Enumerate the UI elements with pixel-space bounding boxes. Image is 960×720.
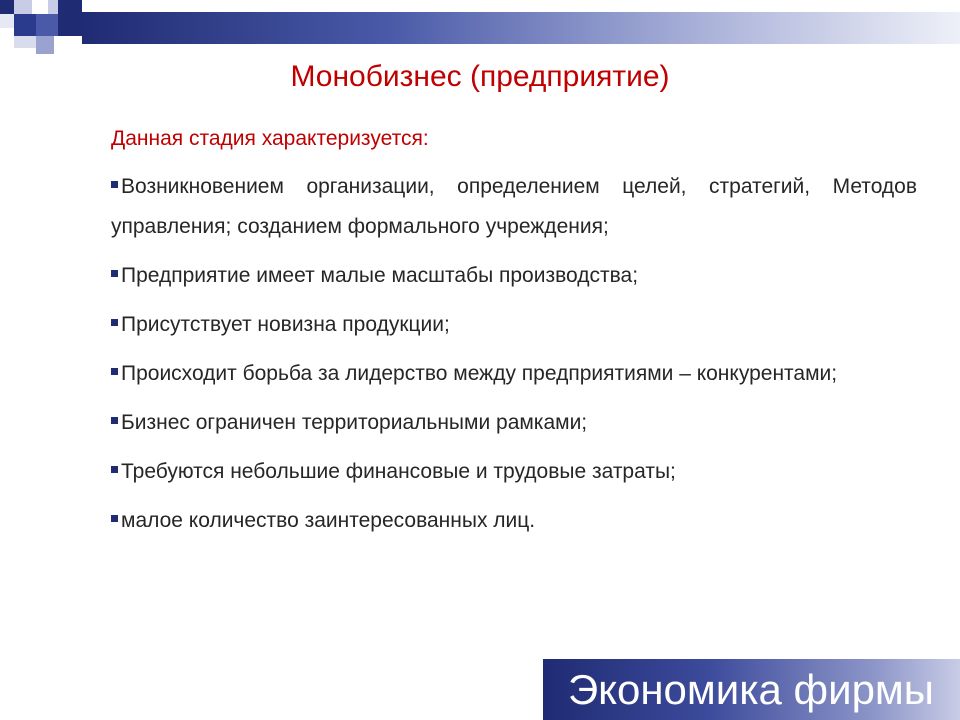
bullet-text: Происходит борьба за лидерство между предприятиями – конкурентами; [121, 362, 838, 385]
slide-title: Монобизнес (предприятие) [290, 60, 670, 93]
header-gradient-bar [82, 12, 960, 44]
decor-square [14, 0, 32, 14]
bullet-text: Возникновением организации, определением целей, стратегий, Методов управления; созданием формального учреждения; [111, 175, 917, 238]
decor-square [0, 0, 14, 14]
bullet-text: Бизнес ограничен территориальными рамками; [121, 411, 588, 434]
square-bullet-icon [111, 466, 118, 473]
decor-square [36, 14, 58, 36]
bullet-text: Присутствует новизна продукции; [121, 313, 450, 336]
bullet-item [111, 354, 917, 394]
decor-square [36, 36, 54, 54]
decor-square [14, 36, 36, 48]
bullet-item [111, 167, 917, 247]
square-bullet-icon [111, 515, 118, 522]
bullet-item [111, 403, 917, 443]
bullet-item [111, 305, 917, 345]
decor-square [58, 0, 82, 36]
slide-body [111, 124, 917, 550]
bullet-item [111, 256, 917, 296]
decor-square [14, 14, 36, 36]
bullet-text: Требуются небольшие финансовые и трудовые затраты; [121, 460, 676, 483]
bullet-text: малое количество заинтересованных лиц. [121, 509, 536, 532]
square-bullet-icon [111, 417, 118, 424]
decor-square [0, 14, 14, 28]
bullet-item [111, 452, 917, 492]
square-bullet-icon [111, 368, 118, 375]
bullet-text: Предприятие имеет малые масштабы производства; [121, 264, 639, 287]
footer-title: Экономика фирмы [567, 666, 934, 713]
square-bullet-icon [111, 270, 118, 277]
square-bullet-icon [111, 181, 118, 188]
intro-text: Данная стадия характеризуется: [111, 127, 429, 150]
bullet-item [111, 501, 917, 541]
footer-banner [543, 659, 960, 720]
square-bullet-icon [111, 319, 118, 326]
